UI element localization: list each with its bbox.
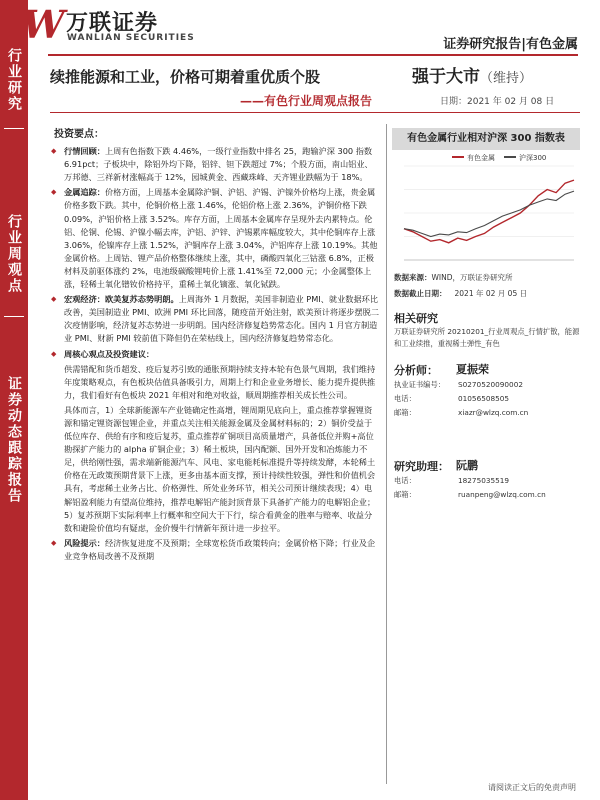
report-title: 续推能源和工业，价格可期着重优质个股 [50, 68, 321, 86]
section-heading: 投资要点： [54, 129, 104, 140]
chart-source-value: WIND，万联证券研究所 [431, 273, 513, 282]
paragraph-details: 具体而言，1）全球新能源车产业链确定性高增，锂周期见底向上，重点推荐掌握锂资源和锚定锂资源包锂企业，并重点关注相关能源金属及金属材料标的；2）铜价受益于低位库存、供给有序和疫后复苏，重点推荐矿铜项目高质量增产，具备低位并购+高位勘探扩产能力的 alpha 矿铜企业；3）稀土板块，国内配额、国外开发和冶炼能力不足，供给刚性强，需求端新能源汽车、风电、家电能耗标准提升等持续发酵，本轮稀土价格在无政策预期背景下上涨，更多由基本面支撑，预计持续性较强，弹性和价值机会具有，考虑稀土业务占比、价格弹性、所处业务环节，相关公司预计继续表现；4）电解铝盈利能力有望高位维持，推荐电解铝产能封顶背景下具备扩产能力的电解铝企业；5）复苏预期下实际利率上行概率和空间大于下行，综合看黄金的胜率与赔率、收益分数和避险价值均有疑虑，金价慢牛行情新年预计进一步拉平。 [64, 404, 376, 533]
chart-title: 有色金属行业相对沪深 300 指数表 [392, 128, 580, 150]
chart-date [394, 288, 527, 299]
kv-key: 执业证书编号： [394, 380, 446, 389]
chart-legend-label-0: 有色金属 [467, 154, 495, 162]
kv-key: 电话： [394, 394, 416, 403]
report-type: 证券研究报告|有色金属 [443, 37, 578, 52]
point-core-view [48, 348, 380, 361]
point-text: 上周有色指数下跌 4.46%，一级行业指数中排名 25，跑输沪深 300 指数 6.91pct；子板块中，除铝外均下降，铝锌、钽下跌超过 7%；个股方面，南山铝业、万邦德、三祥新材涨幅高于 12%，园城黄金、西藏珠峰、天齐锂业跌幅为于 18%。 [64, 146, 373, 183]
kv-key: 邮箱： [394, 408, 416, 417]
sidebar-label-tracking-report: 证券动态跟踪报告 [6, 376, 22, 504]
point-text: 经济恢复进度不及预期；全球宽松货币政策转向；金属价格下降；行业及企业竞争格局改善不及预期 [64, 537, 376, 561]
sidebar-divider [4, 316, 24, 317]
analyst-name: 夏振荣 [456, 363, 489, 376]
title-rule [50, 112, 580, 113]
kv-value: 01056508505 [458, 394, 510, 403]
point-metal-tracking [48, 186, 380, 291]
column-divider [386, 124, 387, 784]
assistant-heading: 研究助理： [394, 460, 449, 473]
analyst-heading: 分析师： [394, 364, 438, 377]
assistant-email [394, 490, 546, 500]
report-date: 日期：2021 年 02 月 08 日 [440, 97, 555, 107]
disclaimer-note: 请阅读正文后的免责声明 [488, 783, 576, 792]
sidebar-divider [4, 128, 24, 129]
related-heading: 相关研究 [394, 312, 438, 325]
point-macro [48, 293, 380, 345]
rating-note: （维持） [480, 71, 533, 86]
point-lead: 宏观经济：欧美复苏态势明朗。 [64, 294, 179, 305]
analyst-phone [394, 394, 510, 404]
report-subtitle: ——有色行业周观点报告 [240, 94, 373, 108]
chart-date-value: 2021 年 02 月 05 日 [454, 289, 528, 298]
kv-value: S0270520090002 [458, 380, 523, 389]
sidebar-label-industry-research: 行业研究 [6, 48, 22, 112]
kv-key: 邮箱： [394, 490, 416, 499]
paragraph-overview: 供需错配和货币超发、疫后复苏引致的通胀预期持续支持本轮有色景气周期，我们维持年度策略观点，有色板块估值具备吸引力，周期上行和企业业务增长、能力提升提供推力，我们看好有色板块 2021 年相对和绝对收益，顺周期推荐相关成长性公司。 [64, 363, 376, 400]
sidebar-label-weekly-view: 行业周观点 [6, 214, 22, 294]
brand-name-en: WANLIAN SECURITIES [67, 33, 195, 43]
brand-name-cn: 万联证券 [66, 11, 159, 36]
point-lead: 周核心观点及投资建议： [64, 348, 155, 359]
point-lead: 风险提示： [64, 537, 105, 548]
point-lead: 金属追踪： [64, 187, 105, 198]
chart-date-label: 数据截止日期： [394, 289, 447, 298]
assistant-email-link[interactable]: ruanpeng@wlzq.com.cn [458, 490, 546, 499]
analyst-email-link[interactable]: xiazr@wlzq.com.cn [458, 408, 529, 417]
assistant-name: 阮鹏 [456, 459, 478, 472]
chart-source-label: 数据来源： [394, 273, 432, 282]
main-body [48, 128, 380, 565]
point-text: 上周海外 1 月数据，美国非制造业 PMI、就业数据环比改善，美国制造业 PMI、欧洲 PMI 环比回落，随疫苗开始注射，欧美预计将逐步摆脱二次疫情影响，经济复苏态势进一步明朗。国内经济修复趋势常态化。国内 1 月官方制造业 PMI、财新 PMI 较前值下降但仍在荣枯线上，国内经济修复趋势常态化。 [64, 294, 380, 344]
point-risk [48, 537, 380, 563]
point-lead: 行情回顾： [64, 146, 105, 157]
rating [412, 62, 532, 87]
brand-logo-mark: W [22, 2, 65, 47]
assistant-phone [394, 476, 510, 486]
rating-label: 强于大市 [412, 67, 480, 87]
analyst-email [394, 408, 529, 418]
relative-index-chart [392, 150, 580, 268]
chart-source [394, 272, 513, 283]
kv-key: 电话： [394, 476, 416, 485]
analyst-cert [394, 380, 523, 390]
related-link[interactable]: 万联证券研究所 20210201_行业周观点_行情扩散，能源和工业续推，重视稀土弹性_有色 [394, 327, 580, 348]
header-rule [48, 54, 578, 56]
kv-value: 18275035519 [458, 476, 510, 485]
point-text: 价格方面，上周基本金属除沪铜、沪铝、沪锡、沪镍外价格均上涨，贵金属价格多数下跌。其中，伦铜价格上涨 1.46%，伦铝价格上涨 2.36%，沪铜价格下跌 0.09%，沪铝价格上涨 3.52%。库存方面，上周基本金属库存呈现外去内累特点。伦铝、伦铜、伦锡、沪镍小幅去库，沪铝、沪锌、沪锡累库幅度较大，其中伦铜库存上涨 3.06%，伦镍库存上涨 1.52%，沪铜库存上涨 3.04%，沪铝库存上涨 10.19%。其他金属价格。上周钴、锂产品价格整体继续上涨，其中，磷酸四氧化三钴涨 6.8%，正极材料及前驱体涨约 2%，电池级碳酸锂吨价上涨 1.41%至 72,000 元；小金属整体上涨，轻稀土氧化镨钕价格持平，重稀土氧化镝涨、氧化铽跌。 [64, 187, 378, 290]
chart-legend-label-1: 沪深300 [519, 154, 547, 162]
point-market-review [48, 145, 380, 184]
